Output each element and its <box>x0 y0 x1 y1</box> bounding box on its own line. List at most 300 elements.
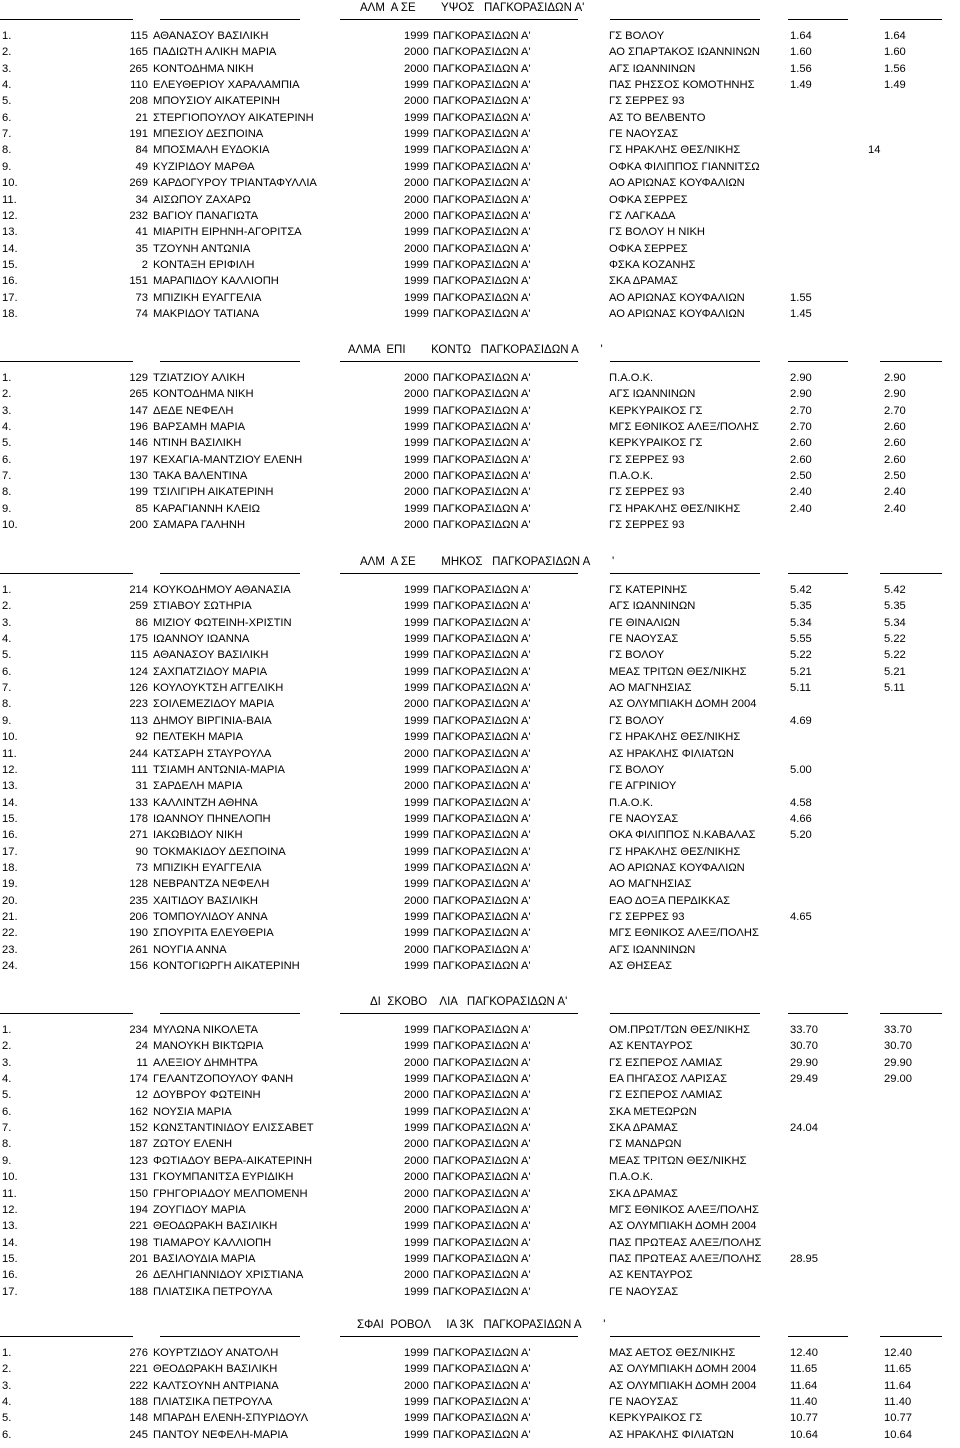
result-row <box>0 1218 960 1234</box>
result-row <box>0 77 960 93</box>
bib-number-cell: 271 <box>129 829 148 842</box>
category-cell: ΠΑΓΚΟΡΑΣΙΔΩΝ Α' <box>433 943 531 956</box>
birth-year-cell: 1999 <box>404 584 429 596</box>
bib-number-cell: 165 <box>129 46 148 59</box>
result-row <box>0 110 960 126</box>
club-cell: ΠΑΣ ΠΡΩΤΕΑΣ ΑΛΕΞ/ΠΟΛΗΣ <box>609 1236 762 1249</box>
birth-year-cell: 2000 <box>404 242 429 255</box>
club-cell: ΓΣ ΕΣΠΕΡΟΣ ΛΑΜΙΑΣ <box>609 1089 723 1102</box>
header-rule <box>788 1013 848 1014</box>
bib-number-cell: 197 <box>129 453 148 466</box>
athlete-name-cell: ΚΟΝΤΟΓΙΩΡΓΗ ΑΙΚΑΤΕΡΙΝΗ <box>153 960 300 973</box>
club-cell: ΕΑΟ ΔΟΞΑ ΠΕΡΔΙΚΚΑΣ <box>609 894 731 907</box>
birth-year-cell: 2000 <box>404 62 429 75</box>
birth-year-cell: 1999 <box>404 878 429 891</box>
result-row <box>0 44 960 60</box>
club-cell: ΓΣ ΣΕΡΡΕΣ 93 <box>609 911 685 923</box>
result-row <box>0 827 960 843</box>
rank-cell: 1. <box>2 584 12 596</box>
rank-cell: 6. <box>2 1105 12 1118</box>
result-row <box>0 729 960 745</box>
mark-cell: 2.50 <box>884 470 906 483</box>
club-cell: ΓΣ ΒΟΛΟΥ <box>609 30 665 42</box>
club-cell: ΓΣ ΜΑΝΔΡΩΝ <box>609 1138 682 1151</box>
mark-cell: 5.42 <box>884 584 906 596</box>
club-cell: ΓΕ ΝΑΟΥΣΑΣ <box>609 128 679 141</box>
rank-cell: 11. <box>2 747 17 760</box>
athlete-name-cell: ΣΟΙΛΕΜΕΖΙΔΟΥ ΜΑΡΙΑ <box>153 698 275 711</box>
category-cell: ΠΑΓΚΟΡΑΣΙΔΩΝ Α' <box>433 1347 531 1359</box>
header-rule <box>788 361 848 362</box>
birth-year-cell: 1999 <box>404 714 429 727</box>
club-cell: ΑΓΣ ΙΩΑΝΝΙΝΩΝ <box>609 943 696 956</box>
header-rule <box>788 1336 848 1337</box>
bib-number-cell: 11 <box>136 1056 148 1069</box>
athlete-name-cell: ΤΙΑΜΑΡΟΥ ΚΑΛΛΙΟΠΗ <box>153 1236 272 1249</box>
mark-cell: 11.40 <box>884 1396 912 1409</box>
category-cell: ΠΑΓΚΟΡΑΣΙΔΩΝ Α' <box>433 144 531 157</box>
mark-cell: 2.90 <box>790 372 812 384</box>
category-cell: ΠΑΓΚΟΡΑΣΙΔΩΝ Α' <box>433 128 531 141</box>
club-cell: ΓΣ ΗΡΑΚΛΗΣ ΘΕΣ/ΝΙΚΗΣ <box>609 144 741 157</box>
birth-year-cell: 2000 <box>404 698 429 711</box>
bib-number-cell: 35 <box>135 242 148 255</box>
result-row <box>0 192 960 208</box>
birth-year-cell: 2000 <box>404 1203 429 1216</box>
athlete-name-cell: ΖΩΤΟΥ ΕΛΕΝΗ <box>153 1138 233 1151</box>
rank-cell: 7. <box>2 682 12 695</box>
rank-cell: 19. <box>2 878 18 891</box>
rank-cell: 16. <box>2 1269 18 1282</box>
bib-number-cell: 190 <box>129 927 148 940</box>
club-cell: ΓΣ ΣΕΡΡΕΣ 93 <box>609 486 685 499</box>
rank-cell: 6. <box>2 453 12 466</box>
category-cell: ΠΑΓΚΟΡΑΣΙΔΩΝ Α' <box>433 1171 531 1184</box>
club-cell: ΑΣ ΤΟ ΒΕΛΒΕΝΤΟ <box>609 111 706 124</box>
result-row <box>0 958 960 974</box>
bib-number-cell: 221 <box>129 1220 148 1233</box>
category-cell: ΠΑΓΚΟΡΑΣΙΔΩΝ Α' <box>433 30 531 42</box>
club-cell: ΜΕΑΣ ΤΡΙΤΩΝ ΘΕΣ/ΝΙΚΗΣ <box>609 665 747 678</box>
category-cell: ΠΑΓΚΟΡΑΣΙΔΩΝ Α' <box>433 1024 531 1036</box>
category-cell: ΠΑΓΚΟΡΑΣΙΔΩΝ Α' <box>433 1040 531 1053</box>
rank-cell: 6. <box>2 111 12 124</box>
club-cell: Π.Α.Ο.Κ. <box>609 796 654 809</box>
birth-year-cell: 2000 <box>404 46 429 59</box>
bib-number-cell: 26 <box>135 1269 148 1282</box>
category-cell: ΠΑΓΚΟΡΑΣΙΔΩΝ Α' <box>433 1138 531 1151</box>
birth-year-cell: 1999 <box>404 1073 429 1086</box>
athlete-name-cell: ΑΘΑΝΑΣΟΥ ΒΑΣΙΛΙΚΗ <box>153 30 269 42</box>
club-cell: ΓΣ ΗΡΑΚΛΗΣ ΘΕΣ/ΝΙΚΗΣ <box>609 502 741 515</box>
category-cell: ΠΑΓΚΟΡΑΣΙΔΩΝ Α' <box>433 633 531 646</box>
mark-cell: 2.70 <box>790 421 812 434</box>
bib-number-cell: 74 <box>135 307 148 320</box>
header-rule <box>0 1336 133 1337</box>
result-row <box>0 598 960 614</box>
category-cell: ΠΑΓΚΟΡΑΣΙΔΩΝ Α' <box>433 780 531 793</box>
result-row <box>0 290 960 306</box>
mark-cell: 2.40 <box>790 486 812 499</box>
birth-year-cell: 2000 <box>404 1056 429 1069</box>
birth-year-cell: 1999 <box>404 1252 429 1265</box>
header-rule <box>788 573 848 574</box>
club-cell: ΑΟ ΑΡΙΩΝΑΣ ΚΟΥΦΑΛΙΩΝ <box>609 861 745 874</box>
bib-number-cell: 31 <box>135 780 148 793</box>
category-cell: ΠΑΓΚΟΡΑΣΙΔΩΝ Α' <box>433 1154 531 1167</box>
header-rule <box>340 19 578 20</box>
bib-number-cell: 129 <box>129 372 148 384</box>
rank-cell: 11. <box>2 193 17 206</box>
club-cell: ΑΟ ΜΑΓΝΗΣΙΑΣ <box>609 878 692 891</box>
result-row <box>0 696 960 712</box>
category-cell: ΠΑΓΚΟΡΑΣΙΔΩΝ Α' <box>433 1122 531 1135</box>
birth-year-cell: 2000 <box>404 95 429 108</box>
result-row <box>0 1071 960 1087</box>
athlete-name-cell: ΤΑΚΑ ΒΑΛΕΝΤΙΝΑ <box>153 470 248 483</box>
event-title: ΑΛΜ Α ΣΕ ΜΗΚΟΣ ΠΑΓΚΟΡΑΣΙΔΩΝ Α ' <box>360 556 615 568</box>
athlete-name-cell: ΝΤΙΝΗ ΒΑΣΙΛΙΚΗ <box>153 437 242 450</box>
athlete-name-cell: ΜΠΟΥΣΙΟΥ ΑΙΚΑΤΕΡΙΝΗ <box>153 95 281 108</box>
result-row <box>0 1410 960 1426</box>
birth-year-cell: 1999 <box>404 829 429 842</box>
bib-number-cell: 21 <box>135 111 148 124</box>
mark-cell: 5.22 <box>790 649 812 662</box>
rank-cell: 12. <box>2 1203 18 1216</box>
rank-cell: 3. <box>2 1056 12 1069</box>
birth-year-cell: 1999 <box>404 812 429 825</box>
birth-year-cell: 2000 <box>404 388 429 401</box>
rank-cell: 5. <box>2 1089 12 1102</box>
club-cell: ΟΦΚΑ ΣΕΡΡΕΣ <box>609 193 688 206</box>
result-row <box>0 126 960 142</box>
club-cell: ΟΚΑ ΦΙΛΙΠΠΟΣ Ν.ΚΑΒΑΛΑΣ <box>609 829 756 842</box>
event-title: ΔΙ ΣΚΟΒΟ ΛΙΑ ΠΑΓΚΟΡΑΣΙΔΩΝ Α' <box>370 996 568 1008</box>
result-row <box>0 893 960 909</box>
mark-cell: 5.34 <box>884 616 906 629</box>
bib-number-cell: 92 <box>135 731 148 744</box>
rank-cell: 9. <box>2 1154 12 1167</box>
category-cell: ΠΑΓΚΟΡΑΣΙΔΩΝ Α' <box>433 960 531 973</box>
result-row <box>0 844 960 860</box>
athlete-name-cell: ΣΤΕΡΓΙΟΠΟΥΛΟΥ ΑΙΚΑΤΕΡΙΝΗ <box>153 111 314 124</box>
bib-number-cell: 175 <box>129 633 148 646</box>
bib-number-cell: 151 <box>129 275 148 288</box>
birth-year-cell: 1999 <box>404 1040 429 1053</box>
mark-cell: 5.22 <box>884 649 906 662</box>
mark-cell: 1.64 <box>884 30 906 42</box>
category-cell: ΠΑΓΚΟΡΑΣΙΔΩΝ Α' <box>433 291 531 304</box>
category-cell: ΠΑΓΚΟΡΑΣΙΔΩΝ Α' <box>433 1105 531 1118</box>
mark-cell: 11.65 <box>790 1363 818 1376</box>
mark-cell: 1.56 <box>790 62 812 75</box>
birth-year-cell: 2000 <box>404 747 429 760</box>
birth-year-cell: 1999 <box>404 144 429 157</box>
category-cell: ΠΑΓΚΟΡΑΣΙΔΩΝ Α' <box>433 453 531 466</box>
category-cell: ΠΑΓΚΟΡΑΣΙΔΩΝ Α' <box>433 714 531 727</box>
mark-cell: 4.58 <box>790 796 812 809</box>
category-cell: ΠΑΓΚΟΡΑΣΙΔΩΝ Α' <box>433 731 531 744</box>
bib-number-cell: 214 <box>129 584 148 596</box>
bib-number-cell: 49 <box>135 160 148 173</box>
bib-number-cell: 34 <box>135 193 148 206</box>
header-rule <box>880 573 942 574</box>
club-cell: ΓΕ ΑΓΡΙΝΙΟΥ <box>609 780 677 793</box>
category-cell: ΠΑΓΚΟΡΑΣΙΔΩΝ Α' <box>433 209 531 222</box>
category-cell: ΠΑΓΚΟΡΑΣΙΔΩΝ Α' <box>433 1089 531 1102</box>
rank-cell: 7. <box>2 128 12 141</box>
mark-cell: 2.90 <box>884 372 906 384</box>
bib-number-cell: 124 <box>129 665 148 678</box>
category-cell: ΠΑΓΚΟΡΑΣΙΔΩΝ Α' <box>433 894 531 907</box>
category-cell: ΠΑΓΚΟΡΑΣΙΔΩΝ Α' <box>433 437 531 450</box>
category-cell: ΠΑΓΚΟΡΑΣΙΔΩΝ Α' <box>433 275 531 288</box>
birth-year-cell: 1999 <box>404 1105 429 1118</box>
result-row <box>0 306 960 322</box>
athlete-name-cell: ΚΥΖΙΡΙΔΟΥ ΜΑΡΘΑ <box>153 160 255 173</box>
athlete-name-cell: ΓΕΛΑΝΤΖΟΠΟΥΛΟΥ ΦΑΝΗ <box>153 1073 294 1086</box>
result-row <box>0 435 960 451</box>
header-rule <box>340 361 578 362</box>
bib-number-cell: 261 <box>129 943 148 956</box>
rank-cell: 12. <box>2 763 18 776</box>
category-cell: ΠΑΓΚΟΡΑΣΙΔΩΝ Α' <box>433 1396 531 1409</box>
athlete-name-cell: ΤΖΙΑΤΖΙΟΥ ΑΛΙΚΗ <box>153 372 245 384</box>
result-row <box>0 1169 960 1185</box>
bib-number-cell: 194 <box>129 1203 148 1216</box>
birth-year-cell: 1999 <box>404 796 429 809</box>
club-cell: ΦΣΚΑ ΚΟΖΑΝΗΣ <box>609 258 696 271</box>
category-cell: ΠΑΓΚΟΡΑΣΙΔΩΝ Α' <box>433 927 531 940</box>
category-cell: ΠΑΓΚΟΡΑΣΙΔΩΝ Α' <box>433 177 531 190</box>
athlete-name-cell: ΤΟΚΜΑΚΙΔΟΥ ΔΕΣΠΟΙΝΑ <box>153 845 286 858</box>
bib-number-cell: 113 <box>130 714 148 727</box>
bib-number-cell: 235 <box>129 894 148 907</box>
athlete-name-cell: ΤΖΟΥΝΗ ΑΝΤΩΝΙΑ <box>153 242 251 255</box>
mark-cell: 2.40 <box>884 502 906 515</box>
athlete-name-cell: ΓΚΟΥΜΠΑΝΙΤΣΑ ΕΥΡΙΔΙΚΗ <box>153 1171 294 1184</box>
birth-year-cell: 1999 <box>404 1024 429 1036</box>
club-cell: ΓΣ ΗΡΑΚΛΗΣ ΘΕΣ/ΝΙΚΗΣ <box>609 845 741 858</box>
rank-cell: 6. <box>2 665 12 678</box>
result-row <box>0 61 960 77</box>
club-cell: ΓΕ ΝΑΟΥΣΑΣ <box>609 1285 679 1298</box>
athlete-name-cell: ΝΟΥΓΙΑ ΑΝΝΑ <box>153 943 227 956</box>
mark-cell: 5.11 <box>790 682 811 695</box>
bib-number-cell: 146 <box>129 437 148 450</box>
rank-cell: 24. <box>2 960 18 973</box>
athlete-name-cell: ΜΠΟΣΜΑΛΗ ΕΥΔΟΚΙΑ <box>153 144 270 157</box>
athlete-name-cell: ΜΠΕΣΙΟΥ ΔΕΣΠΟΙΝΑ <box>153 128 264 141</box>
athlete-name-cell: ΚΟΥΚΟΔΗΜΟΥ ΑΘΑΝΑΣΙΑ <box>153 584 291 596</box>
mark-cell: 1.60 <box>790 46 812 59</box>
athlete-name-cell: ΘΕΟΔΩΡΑΚΗ ΒΑΣΙΛΙΚΗ <box>153 1363 278 1376</box>
birth-year-cell: 1999 <box>404 1220 429 1233</box>
result-row <box>0 860 960 876</box>
club-cell: ΑΓΣ ΙΩΑΝΝΙΝΩΝ <box>609 600 696 613</box>
club-cell: ΓΕ ΝΑΟΥΣΑΣ <box>609 1396 679 1409</box>
rank-cell: 14. <box>2 1236 18 1249</box>
club-cell: ΠΑΣ ΠΡΩΤΕΑΣ ΑΛΕΞ/ΠΟΛΗΣ <box>609 1252 762 1265</box>
rank-cell: 15. <box>2 812 18 825</box>
bib-number-cell: 223 <box>129 698 148 711</box>
birth-year-cell: 1999 <box>404 600 429 613</box>
bib-number-cell: 244 <box>129 747 148 760</box>
category-cell: ΠΑΓΚΟΡΑΣΙΔΩΝ Α' <box>433 1073 531 1086</box>
category-cell: ΠΑΓΚΟΡΑΣΙΔΩΝ Α' <box>433 1412 531 1425</box>
birth-year-cell: 1999 <box>404 421 429 434</box>
result-row <box>0 795 960 811</box>
category-cell: ΠΑΓΚΟΡΑΣΙΔΩΝ Α' <box>433 911 531 923</box>
category-cell: ΠΑΓΚΟΡΑΣΙΔΩΝ Α' <box>433 470 531 483</box>
bib-number-cell: 150 <box>129 1187 148 1200</box>
result-row <box>0 517 960 533</box>
club-cell: ΓΣ ΣΕΡΡΕΣ 93 <box>609 453 685 466</box>
category-cell: ΠΑΓΚΟΡΑΣΙΔΩΝ Α' <box>433 486 531 499</box>
athlete-name-cell: ΣΑΧΠΑΤΖΙΔΟΥ ΜΑΡΙΑ <box>153 665 268 678</box>
rank-cell: 10. <box>2 731 18 744</box>
result-row <box>0 93 960 109</box>
club-cell: ΑΣ ΟΛΥΜΠΙΑΚΗ ΔΟΜΗ 2004 <box>609 698 757 711</box>
athlete-name-cell: ΜΠΑΡΔΗ ΕΛΕΝΗ-ΣΠΥΡΙΔΟΥΛ <box>153 1412 309 1425</box>
birth-year-cell: 1999 <box>404 275 429 288</box>
club-cell: ΓΣ ΛΑΓΚΑΔΑ <box>609 209 676 222</box>
birth-year-cell: 1999 <box>404 291 429 304</box>
category-cell: ΠΑΓΚΟΡΑΣΙΔΩΝ Α' <box>433 372 531 384</box>
athlete-name-cell: ΚΕΧΑΓΙΑ-ΜΑΝΤΖΙΟΥ ΕΛΕΝΗ <box>153 453 303 466</box>
mark-cell: 11.64 <box>790 1379 818 1392</box>
club-cell: ΓΣ ΒΟΛΟΥ <box>609 763 665 776</box>
rank-cell: 9. <box>2 714 12 727</box>
result-row <box>0 419 960 435</box>
result-row <box>0 257 960 273</box>
category-cell: ΠΑΓΚΟΡΑΣΙΔΩΝ Α' <box>433 1056 531 1069</box>
club-cell: ΜΕΑΣ ΤΡΙΤΩΝ ΘΕΣ/ΝΙΚΗΣ <box>609 1154 747 1167</box>
rank-cell: 8. <box>2 698 12 711</box>
result-row <box>0 1186 960 1202</box>
athlete-name-cell: ΚΟΝΤΟΔΗΜΑ ΝΙΚΗ <box>153 388 254 401</box>
rank-cell: 4. <box>2 79 12 92</box>
athlete-name-cell: ΙΩΑΝΝΟΥ ΠΗΝΕΛΟΠΗ <box>153 812 271 825</box>
athlete-name-cell: ΠΛΙΑΤΣΙΚΑ ΠΕΤΡΟΥΛΑ <box>153 1396 273 1409</box>
category-cell: ΠΑΓΚΟΡΑΣΙΔΩΝ Α' <box>433 421 531 434</box>
mark-cell: 24.04 <box>790 1122 818 1135</box>
bib-number-cell: 24 <box>135 1040 148 1053</box>
bib-number-cell: 126 <box>129 682 148 695</box>
birth-year-cell: 1999 <box>404 616 429 629</box>
birth-year-cell: 2000 <box>404 486 429 499</box>
bib-number-cell: 147 <box>129 404 148 417</box>
athlete-name-cell: ΦΩΤΙΑΔΟΥ ΒΕΡΑ-ΑΙΚΑΤΕΡΙΝΗ <box>153 1154 313 1167</box>
result-row <box>0 909 960 925</box>
club-cell: ΜΑΣ ΑΕΤΟΣ ΘΕΣ/ΝΙΚΗΣ <box>609 1347 736 1359</box>
club-cell: ΑΣ ΗΡΑΚΛΗΣ ΦΙΛΙΑΤΩΝ <box>609 1428 735 1441</box>
bib-number-cell: 2 <box>141 258 148 271</box>
result-row <box>0 713 960 729</box>
rank-cell: 17. <box>2 845 18 858</box>
bib-number-cell: 133 <box>129 796 148 809</box>
mark-cell: 1.56 <box>884 62 906 75</box>
club-cell: Π.Α.Ο.Κ. <box>609 470 654 483</box>
club-cell: ΟΜ.ΠΡΩΤ/ΤΩΝ ΘΕΣ/ΝΙΚΗΣ <box>609 1024 750 1036</box>
athlete-name-cell: ΕΛΕΥΘΕΡΙΟΥ ΧΑΡΑΛΑΜΠΙΑ <box>153 79 300 92</box>
athlete-name-cell: ΜΑΝΟΥΚΗ ΒΙΚΤΩΡΙΑ <box>153 1040 264 1053</box>
category-cell: ΠΑΓΚΟΡΑΣΙΔΩΝ Α' <box>433 95 531 108</box>
result-row <box>0 501 960 517</box>
mark-cell: 2.90 <box>884 388 906 401</box>
club-cell: ΑΣ ΟΛΥΜΠΙΑΚΗ ΔΟΜΗ 2004 <box>609 1363 757 1376</box>
bib-number-cell: 162 <box>129 1105 148 1118</box>
category-cell: ΠΑΓΚΟΡΑΣΙΔΩΝ Α' <box>433 1236 531 1249</box>
rank-cell: 10. <box>2 519 18 532</box>
result-row <box>0 647 960 663</box>
rank-cell: 1. <box>2 372 12 384</box>
rank-cell: 3. <box>2 62 12 75</box>
mark-cell: 1.64 <box>790 30 812 42</box>
rank-cell: 20. <box>2 894 18 907</box>
result-row <box>0 1427 960 1443</box>
category-cell: ΠΑΓΚΟΡΑΣΙΔΩΝ Α' <box>433 812 531 825</box>
header-rule <box>880 361 942 362</box>
result-row <box>0 615 960 631</box>
result-row <box>0 680 960 696</box>
birth-year-cell: 2000 <box>404 470 429 483</box>
bib-number-cell: 90 <box>135 845 148 858</box>
birth-year-cell: 2000 <box>404 209 429 222</box>
header-rule <box>610 361 760 362</box>
mark-cell: 1.49 <box>884 79 906 92</box>
rank-cell: 22. <box>2 927 18 940</box>
category-cell: ΠΑΓΚΟΡΑΣΙΔΩΝ Α' <box>433 665 531 678</box>
birth-year-cell: 1999 <box>404 1122 429 1135</box>
mark-cell: 12.40 <box>884 1347 912 1359</box>
birth-year-cell: 1999 <box>404 1363 429 1376</box>
club-cell: ΚΕΡΚΥΡΑΙΚΟΣ ΓΣ <box>609 437 703 450</box>
result-row <box>0 1120 960 1136</box>
birth-year-cell: 1999 <box>404 226 429 239</box>
mark-cell: 1.45 <box>790 307 812 320</box>
header-rule <box>610 1013 760 1014</box>
bib-number-cell: 111 <box>130 763 148 776</box>
club-cell: ΑΣ ΘΗΣΕΑΣ <box>609 960 673 973</box>
club-cell: ΚΕΡΚΥΡΑΙΚΟΣ ΓΣ <box>609 404 703 417</box>
category-cell: ΠΑΓΚΟΡΑΣΙΔΩΝ Α' <box>433 388 531 401</box>
rank-cell: 3. <box>2 1379 12 1392</box>
athlete-name-cell: ΜΑΚΡΙΔΟΥ ΤΑΤΙΑΝΑ <box>153 307 260 320</box>
club-cell: ΟΦΚΑ ΣΕΡΡΕΣ <box>609 242 688 255</box>
header-rule <box>340 573 578 574</box>
birth-year-cell: 1999 <box>404 1396 429 1409</box>
rank-cell: 18. <box>2 307 18 320</box>
birth-year-cell: 2000 <box>404 193 429 206</box>
birth-year-cell: 2000 <box>404 1089 429 1102</box>
birth-year-cell: 1999 <box>404 404 429 417</box>
mark-cell: 2.60 <box>884 421 906 434</box>
bib-number-cell: 73 <box>135 291 148 304</box>
athlete-name-cell: ΚΑΡΔΟΓΥΡΟΥ ΤΡΙΑΝΤΑΦΥΛΛΙΑ <box>153 177 317 190</box>
note-cell: 14 <box>868 144 881 157</box>
bib-number-cell: 130 <box>129 470 148 483</box>
birth-year-cell: 2000 <box>404 1171 429 1184</box>
category-cell: ΠΑΓΚΟΡΑΣΙΔΩΝ Α' <box>433 46 531 59</box>
bib-number-cell: 191 <box>129 128 148 141</box>
header-rule <box>610 573 760 574</box>
rank-cell: 2. <box>2 46 12 59</box>
club-cell: ΓΣ ΒΟΛΟΥ <box>609 714 665 727</box>
club-cell: ΑΣ ΗΡΑΚΛΗΣ ΦΙΛΙΑΤΩΝ <box>609 747 735 760</box>
mark-cell: 2.90 <box>790 388 812 401</box>
athlete-name-cell: ΜΙΑΡΙΤΗ ΕΙΡΗΝΗ-ΑΓΟΡΙΤΣΑ <box>153 226 302 239</box>
